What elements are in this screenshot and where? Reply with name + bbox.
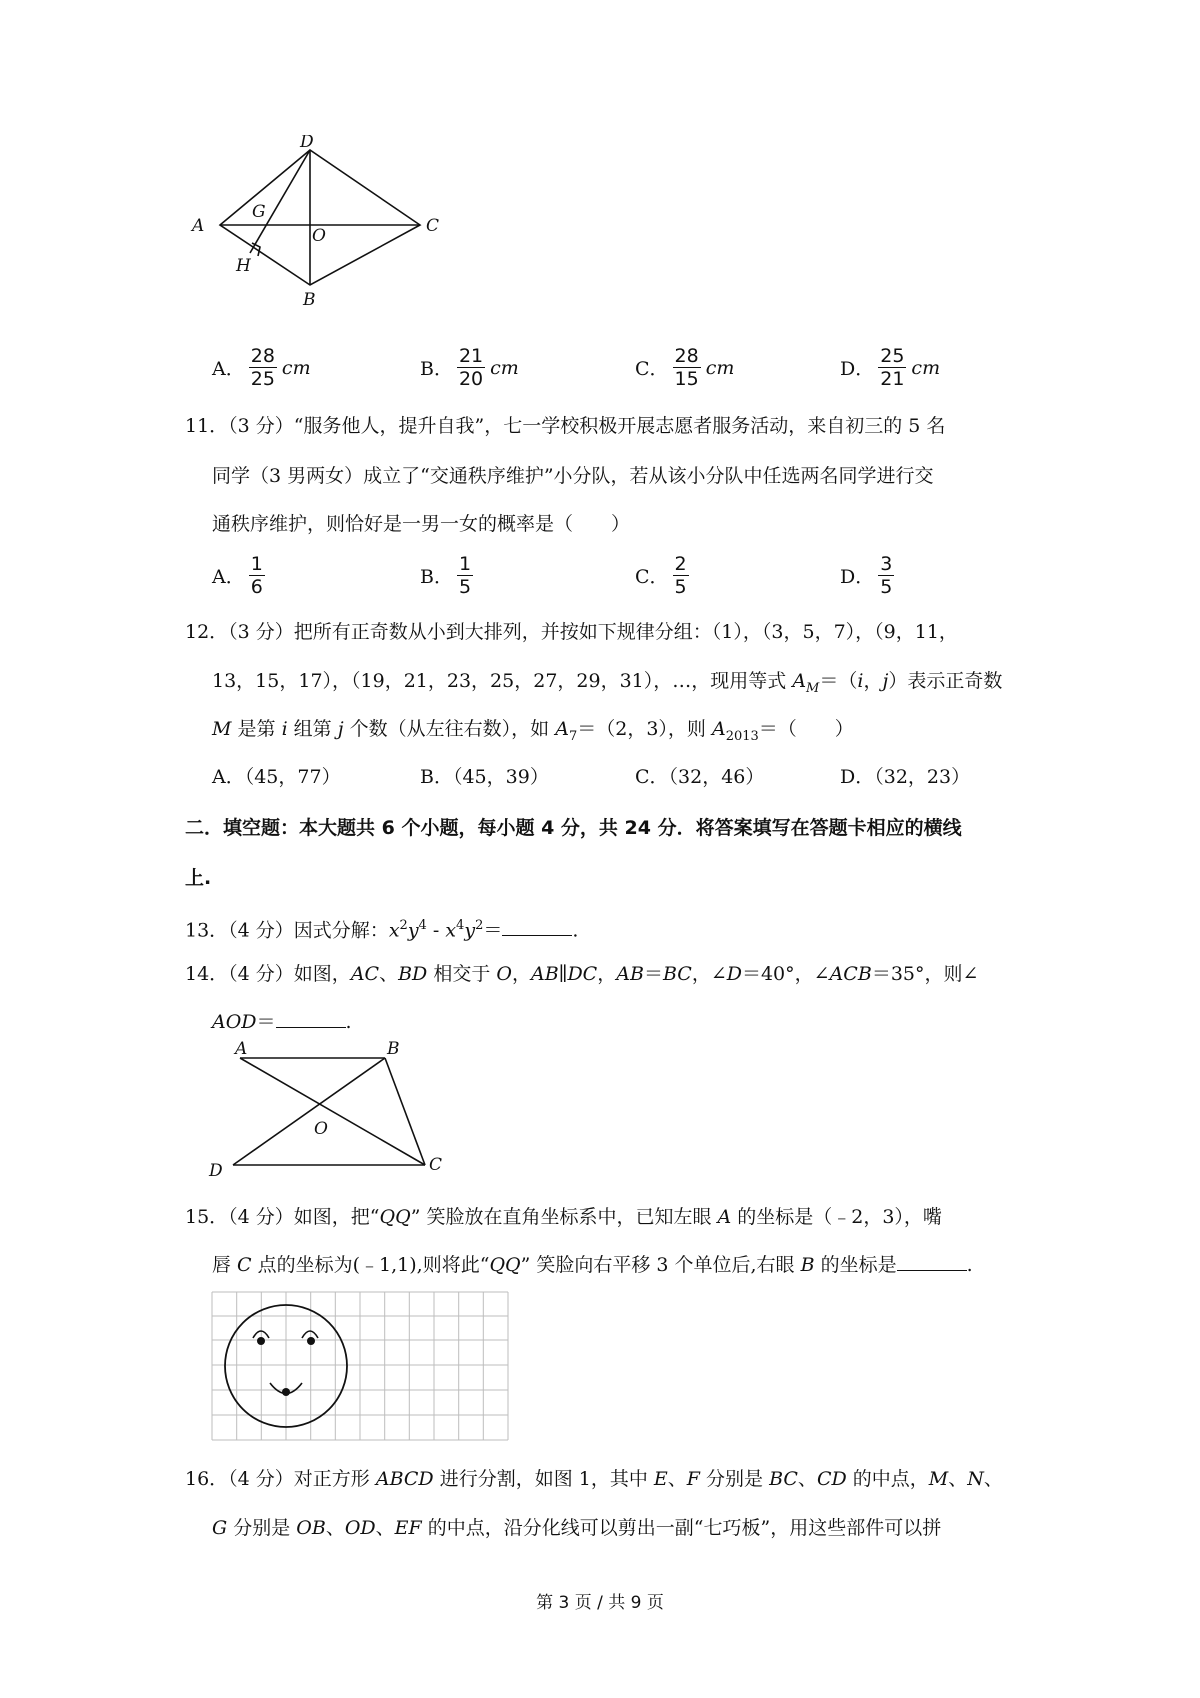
q10-option-a: A． $\frac{28}{25}$ cm: [212, 345, 311, 390]
q12-option-d: D．（32，23）: [840, 766, 971, 788]
label-G: G: [252, 202, 266, 222]
label-C: C: [426, 216, 440, 236]
mouth-dot: [282, 1388, 290, 1396]
q11-option-b: B． $\frac{1}{5}$: [420, 553, 472, 598]
q12-line1: 12．（3 分）把所有正奇数从小到大排列，并按如下规律分组：（1），（3，5，7），（9，11，: [185, 621, 958, 643]
rhombus-figure: [190, 135, 440, 335]
q15-line2: 唇 C 点的坐标为(﹣1,1),则将此“QQ” 笑脸向右平移 3 个单位后,右眼 B 的坐标是 .: [212, 1254, 973, 1276]
label-D: D: [209, 1161, 223, 1180]
label-H: H: [236, 256, 251, 276]
q16-line1: 16．（4 分）对正方形 ABCD 进行分割，如图 1，其中 E、F 分别是 BC、CD 的中点，M、N、: [185, 1468, 1003, 1490]
q10-option-d: D． $\frac{25}{21}$ cm: [840, 345, 941, 390]
q12-option-a: A．（45，77）: [212, 766, 341, 788]
trapezoid-figure: [205, 1040, 455, 1180]
answer-blank: [897, 1252, 967, 1271]
q11-line3: 通秩序维护，则恰好是一男一女的概率是（ ）: [212, 513, 631, 535]
page-footer: 第 3 页 / 共 9 页: [536, 1593, 664, 1613]
q10-option-b: B． $\frac{21}{20}$ cm: [420, 345, 519, 390]
label-B: B: [387, 1040, 400, 1059]
q13: 13．（4 分）因式分解：$x^2y^4 - x^4y^2=$ .: [185, 918, 579, 942]
label-A: A: [235, 1040, 248, 1059]
q11-option-c: C． $\frac{2}{5}$: [635, 553, 687, 598]
right-eye: [307, 1337, 315, 1345]
label-O: O: [312, 226, 326, 246]
section2-heading: 二．填空题：本大题共 6 个小题，每小题 4 分，共 24 分．将答案填写在答题卡相应的横线: [185, 817, 962, 839]
q14-line1: 14．（4 分）如图，AC、BD 相交于 O，AB∥DC，AB＝BC，∠D＝40°，∠ACB＝35°，则∠: [185, 963, 979, 985]
smiley-grid-figure: [210, 1290, 510, 1445]
label-O: O: [314, 1119, 328, 1139]
label-D: D: [300, 135, 314, 152]
q14-line2: AOD＝ .: [212, 1011, 352, 1033]
q11-option-a: A． $\frac{1}{6}$: [212, 553, 263, 598]
q12-option-b: B．（45，39）: [420, 766, 549, 788]
q11-line1: 11．（3 分）“服务他人，提升自我”，七一学校积极开展志愿者服务活动，来自初三的 5 名: [185, 415, 946, 437]
answer-blank: [502, 917, 572, 936]
left-eye: [257, 1337, 265, 1345]
q11-option-d: D． $\frac{3}{5}$: [840, 553, 893, 598]
section2-heading-cont: 上.: [185, 867, 212, 889]
q16-line2: G 分别是 OB、OD、EF 的中点，沿分化线可以剪出一副“七巧板”，用这些部件可以拼: [212, 1517, 942, 1539]
right-brow: [302, 1331, 318, 1338]
q12-line2: 13，15，17），（19，21，23，25，27，29，31），…，现用等式 $A_M=(i$，j）表示正奇数: [212, 670, 1003, 696]
q15-line1: 15．（4 分）如图，把“QQ” 笑脸放在直角坐标系中，已知左眼 A 的坐标是（﹣2，3），嘴: [185, 1206, 942, 1228]
q11-line2: 同学（3 男两女）成立了“交通秩序维护”小分队，若从该小分队中任选两名同学进行交: [212, 465, 934, 487]
q12-option-c: C．（32，46）: [635, 766, 765, 788]
q10-option-c: C． $\frac{28}{15}$ cm: [635, 345, 735, 390]
label-A: A: [192, 216, 205, 236]
label-C: C: [429, 1155, 443, 1175]
label-B: B: [303, 290, 316, 310]
answer-blank: [276, 1009, 346, 1028]
q12-line3: M 是第 i 组第 j 个数（从左往右数），如 $A_7=(2$，3），则 $A_{2013}=$（ ）: [212, 718, 854, 744]
